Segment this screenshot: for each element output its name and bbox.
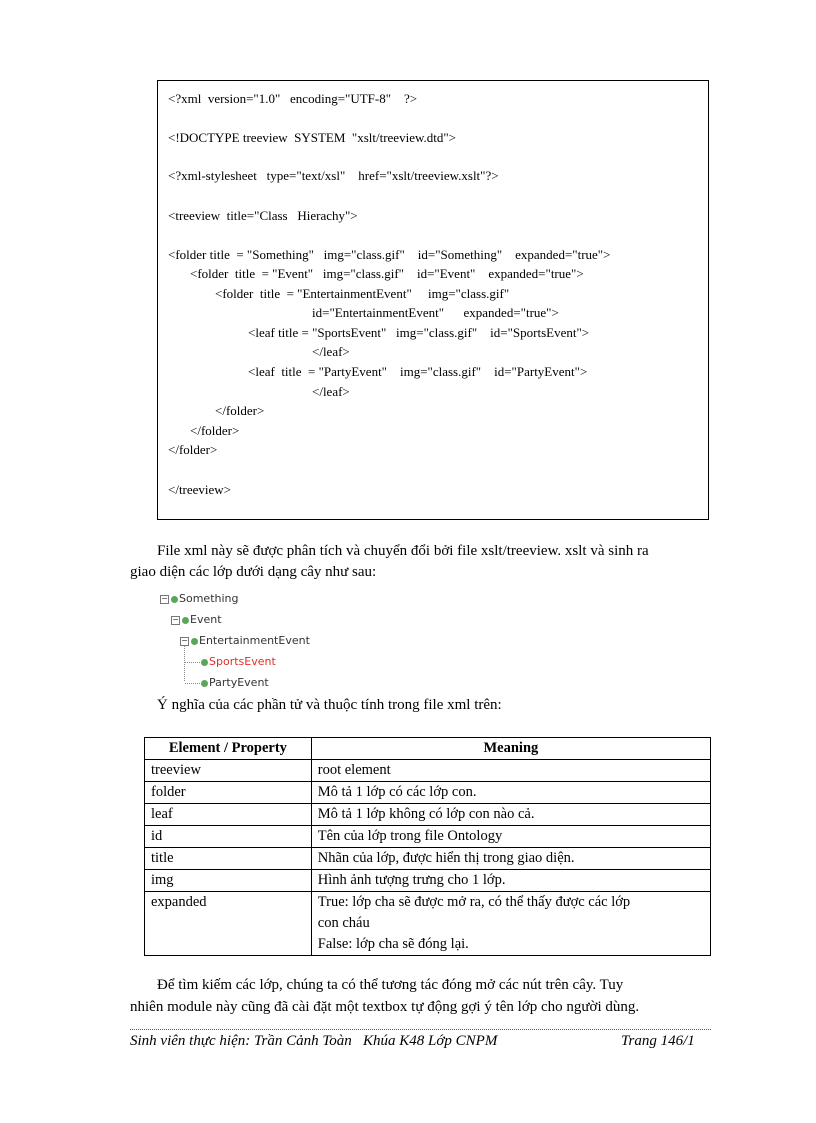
- class-tree-view: [158, 588, 328, 698]
- meaning-cell: Tên của lớp trong file Ontology: [311, 826, 710, 848]
- element-cell: folder: [145, 782, 312, 804]
- table-header-row: [145, 738, 711, 760]
- code-line: id="EntertainmentEvent" expanded="true">: [312, 305, 559, 320]
- meaning-intro: Ý nghĩa của các phần tử và thuộc tính trong file xml trên:: [157, 697, 502, 713]
- table-row: [145, 870, 711, 892]
- closing-paragraph-line1: Để tìm kiếm các lớp, chúng ta có thể tương tác đóng mở các nút trên cây. Tuy: [157, 977, 624, 993]
- code-line: <folder title = "EntertainmentEvent" img="class.gif": [215, 286, 510, 301]
- footer-page-number: Trang 146/1: [621, 1033, 695, 1049]
- code-line: </folder>: [215, 403, 265, 418]
- code-line: </folder>: [190, 423, 240, 438]
- meaning-cell: root element: [311, 760, 710, 782]
- tree-node-label: Event: [190, 613, 222, 626]
- meaning-line: False: lớp cha sẽ đóng lại.: [317, 936, 469, 952]
- code-line: <leaf title = "SportsEvent" img="class.gif" id="SportsEvent">: [248, 325, 590, 340]
- tree-node-label: Something: [179, 592, 239, 605]
- code-line: <?xml version="1.0" encoding="UTF-8" ?>: [168, 91, 418, 106]
- intro-paragraph-line2: giao diện các lớp dưới dạng cây như sau:: [130, 564, 377, 580]
- intro-paragraph-line1: File xml này sẽ được phân tích và chuyển đổi bởi file xslt/treeview. xslt và sinh ra: [157, 543, 649, 559]
- table-row: [145, 826, 711, 848]
- element-cell: id: [145, 826, 312, 848]
- tree-connector: [185, 683, 200, 684]
- element-cell: img: [145, 870, 312, 892]
- tree-node-label: EntertainmentEvent: [199, 634, 310, 647]
- tree-node-event[interactable]: [171, 612, 222, 628]
- tree-node-label: PartyEvent: [209, 676, 269, 689]
- tree-node-sportsevent[interactable]: [201, 654, 276, 670]
- table-row: [145, 760, 711, 782]
- code-line: </leaf>: [312, 344, 350, 359]
- closing-paragraph-line2: nhiên module này cũng đã cài đặt một textbox tự động gợi ý tên lớp cho người dùng.: [130, 999, 640, 1015]
- footer-author: Sinh viên thực hiện: Trần Cảnh Toàn Khúa K48 Lớp CNPM: [130, 1033, 498, 1049]
- meaning-cell: Hình ảnh tượng trưng cho 1 lớp.: [311, 870, 710, 892]
- header-meaning: Meaning: [311, 738, 710, 760]
- meaning-cell: Mô tả 1 lớp có các lớp con.: [311, 782, 710, 804]
- element-cell: treeview: [145, 760, 312, 782]
- collapse-toggle-icon[interactable]: −: [172, 614, 179, 624]
- tree-node-partyevent[interactable]: [201, 675, 269, 691]
- class-node-icon: [191, 638, 198, 645]
- code-line: <?xml-stylesheet type="text/xsl" href="xslt/treeview.xslt"?>: [168, 168, 499, 183]
- code-line: <folder title = "Event" img="class.gif" id="Event" expanded="true">: [190, 266, 584, 281]
- code-line: </treeview>: [168, 482, 232, 497]
- class-node-icon: [182, 617, 189, 624]
- meaning-line: con cháu: [317, 915, 370, 931]
- header-element: Element / Property: [145, 738, 312, 760]
- tree-node-something[interactable]: [160, 591, 239, 607]
- meaning-cell: Nhãn của lớp, được hiển thị trong giao diện.: [311, 848, 710, 870]
- tree-connector: [185, 662, 200, 663]
- element-meaning-table: [144, 737, 711, 956]
- footer-divider: [130, 1029, 711, 1030]
- element-cell: leaf: [145, 804, 312, 826]
- code-line: </folder>: [168, 442, 218, 457]
- class-node-icon: [201, 680, 208, 687]
- meaning-line: True: lớp cha sẽ được mở ra, có thể thấy được các lớp: [317, 894, 631, 910]
- tree-node-label-selected: SportsEvent: [209, 655, 276, 668]
- collapse-toggle-icon[interactable]: −: [161, 593, 168, 603]
- code-line: </leaf>: [312, 384, 350, 399]
- table-row: [145, 848, 711, 870]
- table-row: [145, 782, 711, 804]
- element-cell: expanded: [145, 892, 312, 956]
- element-cell: title: [145, 848, 312, 870]
- code-line: <folder title = "Something" img="class.gif" id="Something" expanded="true">: [168, 247, 611, 262]
- code-line: <treeview title="Class Hierachy">: [168, 208, 358, 223]
- class-node-icon: [171, 596, 178, 603]
- meaning-cell: [311, 892, 710, 956]
- code-line: <leaf title = "PartyEvent" img="class.gif" id="PartyEvent">: [248, 364, 588, 379]
- code-line: <!DOCTYPE treeview SYSTEM "xslt/treeview.dtd">: [168, 130, 457, 145]
- collapse-toggle-icon[interactable]: −: [181, 635, 188, 645]
- meaning-cell: Mô tả 1 lớp không có lớp con nào cả.: [311, 804, 710, 826]
- class-node-icon: [201, 659, 208, 666]
- table-row: [145, 804, 711, 826]
- tree-node-entertainmentevent[interactable]: [180, 633, 310, 649]
- table-row: [145, 892, 711, 956]
